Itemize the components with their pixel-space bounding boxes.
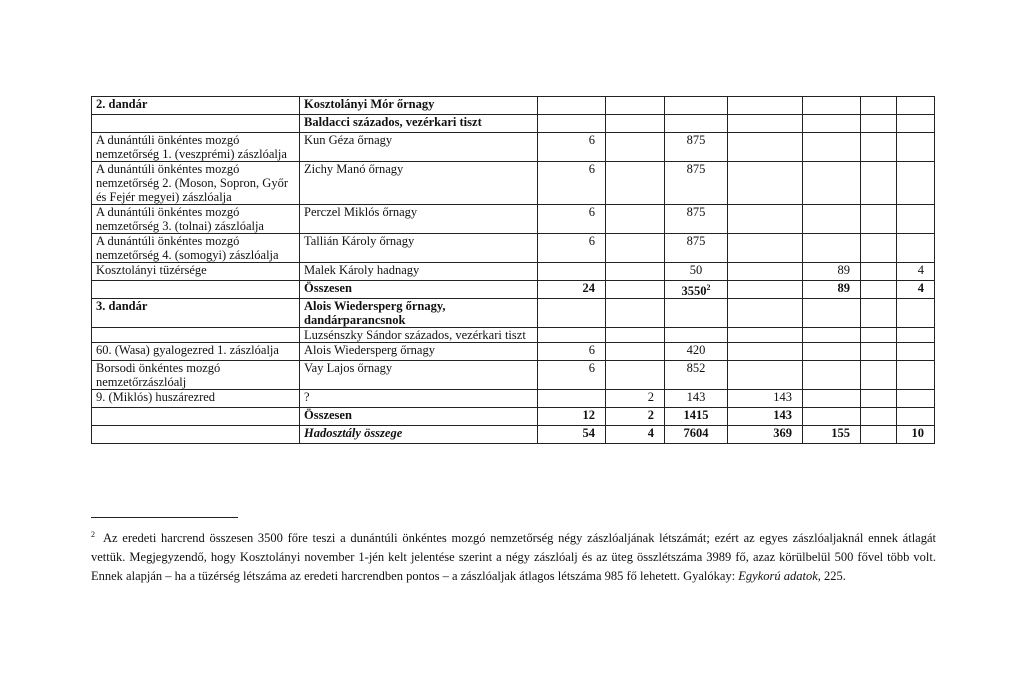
footnote-source-title: Egykorú adatok, — [738, 569, 821, 583]
table-row — [92, 390, 935, 408]
table-row — [92, 426, 935, 444]
unit-cell — [92, 328, 300, 343]
commander-cell: Alois Wiedersperg őrnagy — [300, 343, 538, 361]
table-row — [92, 299, 935, 328]
value-cell — [897, 133, 935, 162]
value-cell — [897, 205, 935, 234]
value-cell — [665, 299, 728, 328]
value-cell: 155 — [803, 426, 861, 444]
footnote-ref: 2 — [706, 283, 711, 292]
value-cell: 89 — [803, 263, 861, 281]
value-cell — [665, 281, 728, 299]
value-cell — [728, 299, 803, 328]
value-cell — [538, 328, 606, 343]
unit-cell: A dunántúli önkéntes mozgó nemzetőrség 4. (somogyi) zászlóalja — [92, 234, 300, 263]
value-cell — [665, 328, 728, 343]
value-cell — [803, 205, 861, 234]
value-cell — [803, 343, 861, 361]
value-cell: 875 — [665, 205, 728, 234]
value-cell — [861, 361, 897, 390]
value-cell — [803, 299, 861, 328]
value-cell: 24 — [538, 281, 606, 299]
commander-cell: ? — [300, 390, 538, 408]
unit-cell: Borsodi önkéntes mozgó nemzetőrzászlóalj — [92, 361, 300, 390]
value-cell — [728, 281, 803, 299]
table-row — [92, 328, 935, 343]
unit-cell: 2. dandár — [92, 97, 300, 115]
table-row — [92, 408, 935, 426]
commander-cell: Baldacci százados, vezérkari tiszt — [300, 115, 538, 133]
value-cell: 54 — [538, 426, 606, 444]
value-cell: 4 — [897, 263, 935, 281]
unit-cell — [92, 115, 300, 133]
footnote-number: 2 — [91, 530, 95, 539]
value-cell — [861, 162, 897, 205]
table-row — [92, 97, 935, 115]
footnote-text: Az eredeti harcrend összesen 3500 főre teszi a dunántúli önkéntes mozgó nemzetőrség négy zászlóaljának létszámát; ezért az egyes zászlóaljaknál ennek átlagát vettük. Megjegyzendő, hogy Kosztolányi november 1-jén kelt jelentése szerint a négy zászlóalj és az üteg összlétszáma 3989 fő, azaz körülbelül 500 fővel több volt. Ennek alapján – ha a tüzérség létszáma az eredeti harcrendben pontos – a zászlóaljak átlagos létszáma 985 fő lehetett. Gyalókay: — [91, 531, 936, 583]
unit-cell: A dunántúli önkéntes mozgó nemzetőrség 3. (tolnai) zászlóalja — [92, 205, 300, 234]
value-cell — [861, 281, 897, 299]
footnote — [91, 525, 936, 586]
unit-cell: 9. (Miklós) huszárezred — [92, 390, 300, 408]
value-cell — [803, 97, 861, 115]
value-cell — [728, 97, 803, 115]
value-cell — [803, 133, 861, 162]
commander-cell: Kun Géza őrnagy — [300, 133, 538, 162]
unit-cell — [92, 408, 300, 426]
value-cell — [897, 234, 935, 263]
value-cell — [665, 115, 728, 133]
commander-cell: Tallián Károly őrnagy — [300, 234, 538, 263]
value-cell — [728, 361, 803, 390]
value-cell — [606, 328, 665, 343]
table-row — [92, 263, 935, 281]
value-cell: 6 — [538, 133, 606, 162]
value-cell — [803, 328, 861, 343]
commander-cell: Hadosztály összege — [300, 426, 538, 444]
value-cell — [803, 115, 861, 133]
value-cell — [897, 97, 935, 115]
value-cell: 6 — [538, 162, 606, 205]
value-cell: 143 — [665, 390, 728, 408]
value-cell — [803, 390, 861, 408]
value-cell: 875 — [665, 133, 728, 162]
value-cell — [606, 115, 665, 133]
value-cell — [861, 97, 897, 115]
value-cell — [897, 115, 935, 133]
value-cell — [861, 234, 897, 263]
value-cell — [728, 263, 803, 281]
value-cell: 369 — [728, 426, 803, 444]
value-cell — [861, 299, 897, 328]
value-cell — [606, 361, 665, 390]
value-cell: 143 — [728, 390, 803, 408]
value-cell — [897, 343, 935, 361]
value-cell: 420 — [665, 343, 728, 361]
value-cell — [861, 205, 897, 234]
value-cell — [728, 205, 803, 234]
value-cell — [728, 162, 803, 205]
value-cell — [897, 299, 935, 328]
commander-cell: Luzsénszky Sándor százados, vezérkari tiszt — [300, 328, 538, 343]
value-cell — [665, 97, 728, 115]
value-cell — [538, 263, 606, 281]
value-cell — [897, 361, 935, 390]
commander-cell: Kosztolányi Mór őrnagy — [300, 97, 538, 115]
table-row — [92, 361, 935, 390]
value-cell — [897, 162, 935, 205]
value-cell — [897, 328, 935, 343]
value-cell: 4 — [897, 281, 935, 299]
value-cell: 12 — [538, 408, 606, 426]
value-cell — [861, 426, 897, 444]
value-cell: 852 — [665, 361, 728, 390]
footnote-divider — [91, 517, 238, 518]
table-row — [92, 234, 935, 263]
commander-cell: Összesen — [300, 408, 538, 426]
table-row — [92, 162, 935, 205]
value-cell: 50 — [665, 263, 728, 281]
table-row — [92, 343, 935, 361]
table-row — [92, 281, 935, 299]
value-cell — [897, 408, 935, 426]
value-cell — [606, 205, 665, 234]
table-row — [92, 133, 935, 162]
footnote-source-page: 225. — [824, 569, 846, 583]
value-cell — [606, 97, 665, 115]
commander-cell: Összesen — [300, 281, 538, 299]
unit-cell: A dunántúli önkéntes mozgó nemzetőrség 2. (Moson, Sopron, Győr és Fejér megyei) zászlóalja — [92, 162, 300, 205]
table-row — [92, 115, 935, 133]
commander-cell: Vay Lajos őrnagy — [300, 361, 538, 390]
value-cell — [538, 115, 606, 133]
commander-cell: Malek Károly hadnagy — [300, 263, 538, 281]
value-cell — [728, 234, 803, 263]
unit-cell: 60. (Wasa) gyalogezred 1. zászlóalja — [92, 343, 300, 361]
table-row — [92, 205, 935, 234]
unit-cell: A dunántúli önkéntes mozgó nemzetőrség 1. (veszprémi) zászlóalja — [92, 133, 300, 162]
value-cell — [861, 263, 897, 281]
value-cell — [861, 390, 897, 408]
value-cell — [728, 328, 803, 343]
value-cell: 6 — [538, 361, 606, 390]
order-of-battle-table — [91, 96, 935, 444]
commander-cell: Perczel Miklós őrnagy — [300, 205, 538, 234]
value-cell: 1415 — [665, 408, 728, 426]
value-cell — [897, 390, 935, 408]
unit-cell — [92, 281, 300, 299]
value-cell: 2 — [606, 408, 665, 426]
value-cell: 6 — [538, 343, 606, 361]
unit-cell: Kosztolányi tüzérsége — [92, 263, 300, 281]
value-cell — [803, 234, 861, 263]
value-cell: 143 — [728, 408, 803, 426]
value-cell: 4 — [606, 426, 665, 444]
value-cell — [803, 361, 861, 390]
value-text: 3550 — [681, 284, 707, 298]
value-cell: 6 — [538, 234, 606, 263]
value-cell — [861, 133, 897, 162]
value-cell: 7604 — [665, 426, 728, 444]
value-cell — [728, 133, 803, 162]
value-cell — [606, 234, 665, 263]
value-cell — [606, 133, 665, 162]
value-cell — [861, 343, 897, 361]
value-cell — [606, 281, 665, 299]
unit-cell — [92, 426, 300, 444]
value-cell: 10 — [897, 426, 935, 444]
value-cell — [803, 408, 861, 426]
value-cell — [728, 115, 803, 133]
value-cell — [861, 115, 897, 133]
value-cell — [861, 408, 897, 426]
value-cell: 875 — [665, 234, 728, 263]
value-cell: 2 — [606, 390, 665, 408]
value-cell: 6 — [538, 205, 606, 234]
value-cell: 875 — [665, 162, 728, 205]
commander-cell: Zichy Manó őrnagy — [300, 162, 538, 205]
value-cell — [606, 162, 665, 205]
commander-cell: Alois Wiedersperg őrnagy, dandárparancsnok — [300, 299, 538, 328]
value-cell — [538, 299, 606, 328]
value-cell — [803, 162, 861, 205]
value-cell: 89 — [803, 281, 861, 299]
value-cell — [538, 390, 606, 408]
unit-cell: 3. dandár — [92, 299, 300, 328]
value-cell — [861, 328, 897, 343]
value-cell — [538, 97, 606, 115]
value-cell — [728, 343, 803, 361]
value-cell — [606, 263, 665, 281]
value-cell — [606, 299, 665, 328]
value-cell — [606, 343, 665, 361]
